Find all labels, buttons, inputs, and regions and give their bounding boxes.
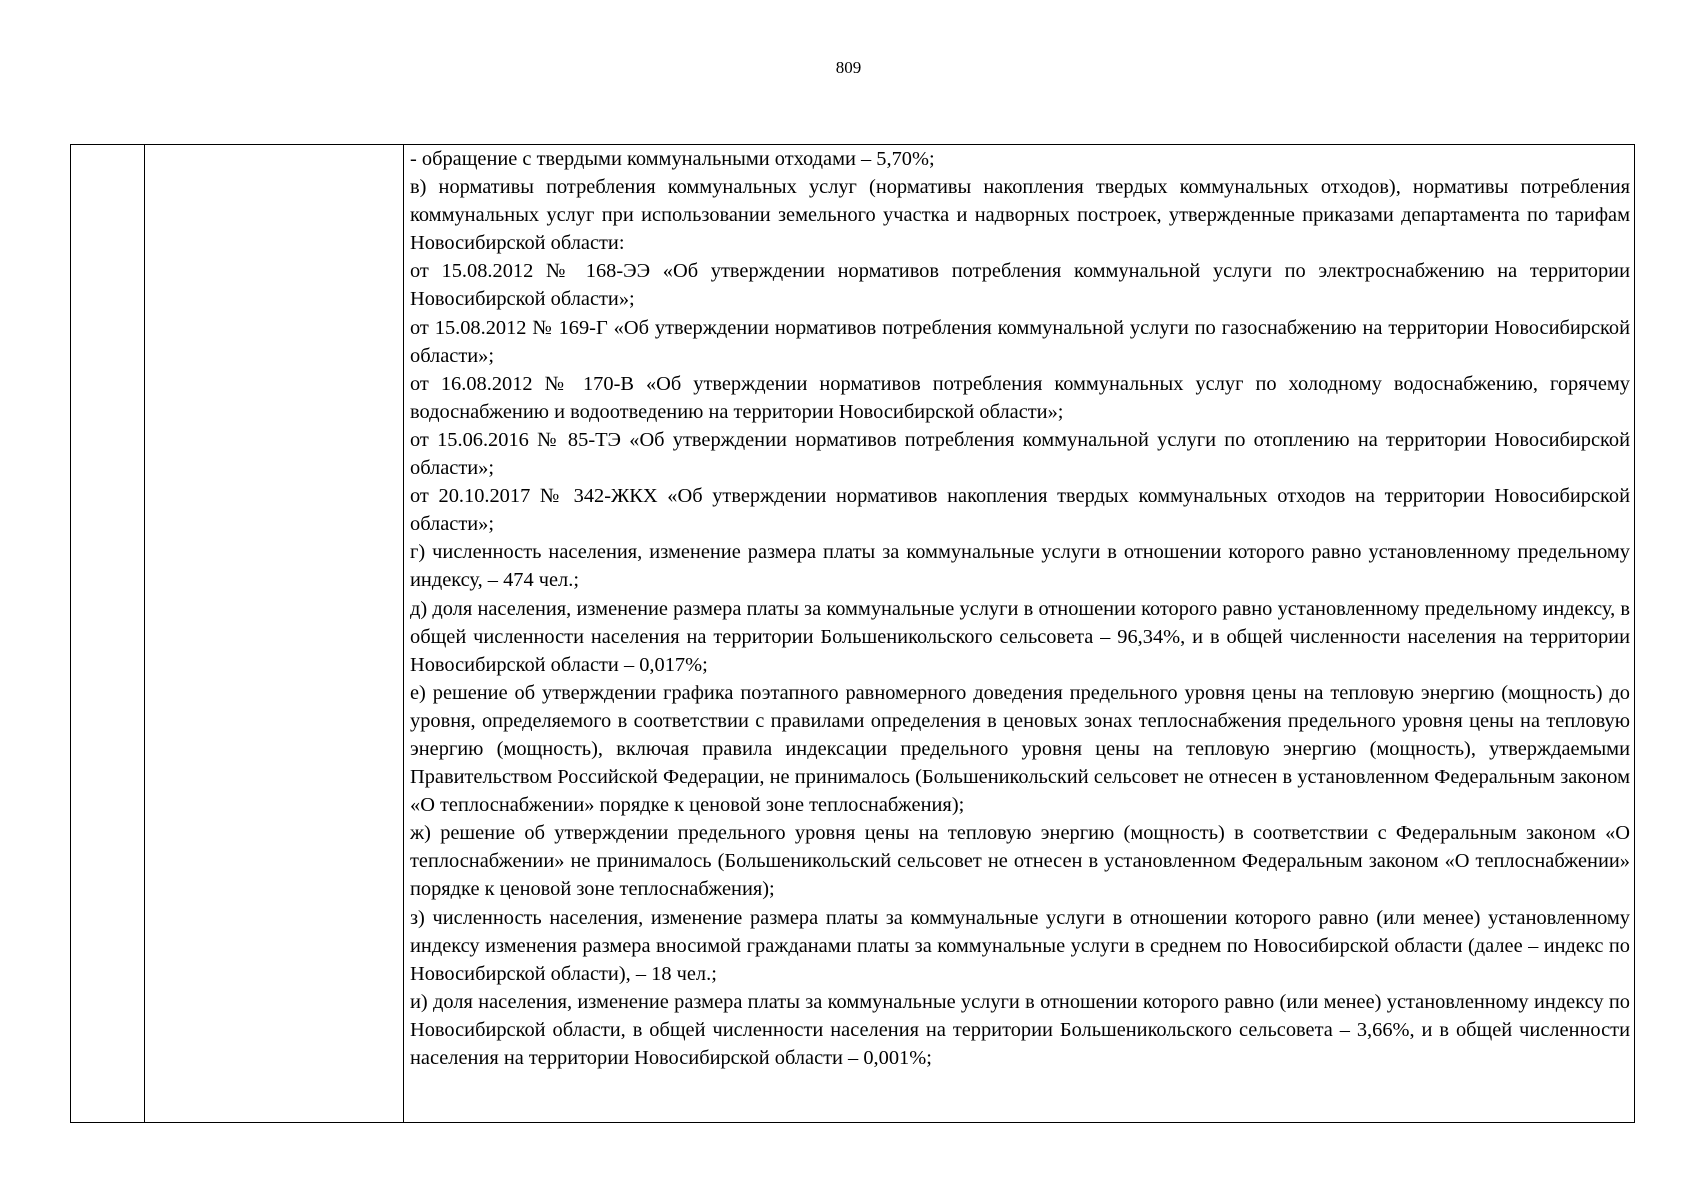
table-cell-number (71, 145, 145, 1123)
paragraph-item-i: и) доля населения, изменение размера платы за коммунальные услуги в отношении которого равно (или менее) установленному индексу по Новосибирской области, в общей численности населения на территории Большеникольского сельсовета – 3,66%, и в общей численности населения на территории Новосибирской области – 0,001%; (410, 990, 1630, 1069)
page-number: 809 (835, 58, 862, 77)
paragraph-item-v: в) нормативы потребления коммунальных услуг (нормативы накопления твердых коммунальных отходов), нормативы потребления коммунальных услуг при использовании земельного участка и надворных построек, утвержденные приказами департамента по тарифам Новосибирской области: (410, 176, 1630, 255)
paragraph-order-342: от 20.10.2017 № 342-ЖКХ «Об утверждении нормативов накопления твердых коммунальных отходов на территории Новосибирской области»; (410, 485, 1630, 536)
paragraph-item-zh: ж) решение об утверждении предельного уровня цены на тепловую энергию (мощность) в соответствии с Федеральным законом «О теплоснабжении» не принималось (Большеникольский сельсовет не отнесен в установленном Федеральным законом «О теплоснабжении» порядке к ценовой зоне теплоснабжения); (410, 822, 1630, 901)
paragraph-order-85: от 15.06.2016 № 85-ТЭ «Об утверждении нормативов потребления коммунальной услуги по отоплению на территории Новосибирской области»; (410, 428, 1630, 480)
paragraph-waste-share: - обращение с твердыми коммунальными отходами – 5,70%; (410, 148, 935, 170)
paragraph-order-170: от 16.08.2012 № 170-В «Об утверждении нормативов потребления коммунальных услуг по холодному водоснабжению, горячему водоснабжению и водоотведению на территории Новосибирской области»; (410, 372, 1630, 423)
paragraph-item-e: е) решение об утверждении графика поэтапного равномерного доведения предельного уровня цены на тепловую энергию (мощность) до уровня, определяемого в соответствии с правилами определения в ценовых зонах теплоснабжения предельного уровня цены на тепловую энергию (мощность), включая правила индексации предельного уровня цены на тепловую энергию (мощность), утверждаемыми Правительством Российской Федерации, не принималось (Большеникольский сельсовет не отнесен в установленном Федеральным законом «О теплоснабжении» порядке к ценовой зоне теплоснабжения); (410, 681, 1630, 817)
table-cell-content (404, 145, 1635, 1123)
document-table (70, 144, 1635, 1123)
paragraph-order-169: от 15.08.2012 № 169-Г «Об утверждении нормативов потребления коммунальной услуги по газоснабжению на территории Новосибирской области»; (410, 316, 1630, 367)
table-row (71, 145, 1635, 1123)
paragraph-order-168: от 15.08.2012 № 168-ЭЭ «Об утверждении нормативов потребления коммунальной услуги по электроснабжению на территории Новосибирской области»; (410, 260, 1630, 311)
paragraph-item-g: г) численность населения, изменение размера платы за коммунальные услуги в отношении которого равно установленному предельному индексу, – 474 чел.; (410, 541, 1630, 592)
paragraph-item-z: з) численность населения, изменение размера платы за коммунальные услуги в отношении которого равно (или менее) установленному индексу изменения размера вносимой гражданами платы за коммунальные услуги в среднем по Новосибирской области (далее – индекс по Новосибирской области), – 18 чел.; (410, 906, 1630, 985)
paragraph-item-d: д) доля населения, изменение размера платы за коммунальные услуги в отношении которого равно установленному предельному индексу, в общей численности населения на территории Большеникольского сельсовета – 96,34%, и в общей численности населения на территории Новосибирской области – 0,017%; (410, 597, 1630, 676)
table-cell-name (145, 145, 404, 1123)
